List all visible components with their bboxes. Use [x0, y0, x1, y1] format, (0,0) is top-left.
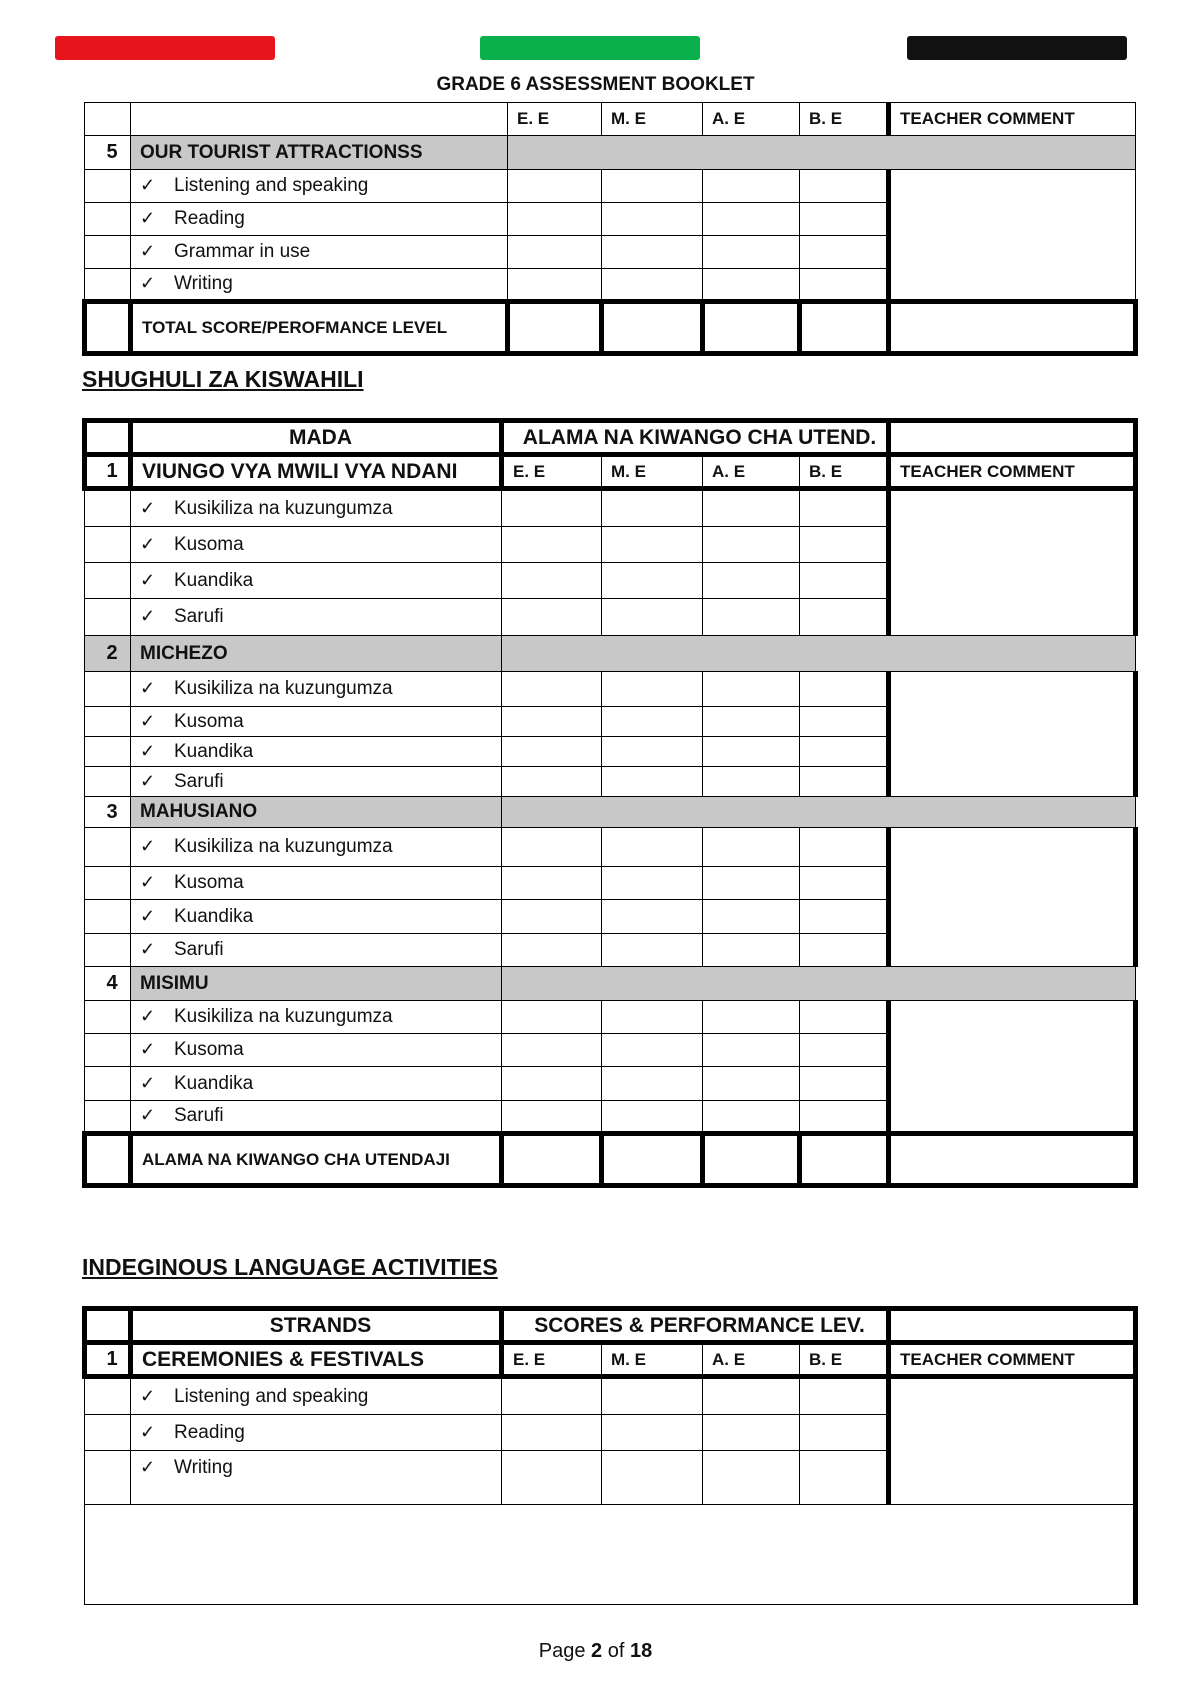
skill-label: ✓ Reading	[131, 1415, 502, 1451]
score-cell-ee[interactable]	[502, 1067, 602, 1101]
topic-number: 1	[85, 455, 131, 489]
score-cell-ee[interactable]	[508, 269, 602, 302]
skill-label: ✓ Kuandika	[131, 1067, 502, 1101]
score-cell-me[interactable]	[602, 236, 703, 269]
score-cell-ae[interactable]	[703, 563, 800, 599]
topic-number: 3	[85, 797, 131, 828]
score-cell-be[interactable]	[800, 236, 889, 269]
check-icon: ✓	[140, 1006, 156, 1026]
total-cell-ae[interactable]	[703, 302, 800, 354]
total-label: TOTAL SCORE/PEROFMANCE LEVEL	[131, 302, 508, 354]
topic-number: 1	[85, 1343, 131, 1377]
score-cell-me[interactable]	[602, 527, 703, 563]
score-cell-me[interactable]	[602, 563, 703, 599]
score-cell-ae[interactable]	[703, 828, 800, 867]
footer-current-page: 2	[591, 1640, 603, 1662]
check-icon: ✓	[140, 1072, 156, 1093]
score-cell-me[interactable]	[602, 489, 703, 527]
level-ae-header: A. E	[703, 103, 800, 136]
score-cell-be[interactable]	[800, 170, 889, 203]
total-comment-cell[interactable]	[889, 1134, 1136, 1186]
footer-of: of	[607, 1640, 625, 1662]
score-cell-ae[interactable]	[703, 599, 800, 636]
blank-cell	[85, 103, 131, 136]
score-cell-be[interactable]	[800, 563, 889, 599]
indigenous-heading: INDEGINOUS LANGUAGE ACTIVITIES	[82, 1254, 498, 1280]
score-cell-ae[interactable]	[703, 1067, 800, 1101]
blank-cell	[85, 1309, 131, 1343]
teacher-comment-header: TEACHER COMMENT	[889, 1343, 1136, 1377]
skill-label: ✓ Kuandika	[131, 737, 502, 767]
skill-label: ✓ Writing	[131, 269, 508, 302]
score-cell-ee[interactable]	[502, 828, 602, 867]
topic-number: 2	[85, 636, 131, 672]
check-icon: ✓	[140, 678, 156, 698]
score-cell-ae[interactable]	[703, 934, 800, 967]
score-cell-ee[interactable]	[502, 489, 602, 527]
skill-label: ✓ Kusoma	[131, 527, 502, 563]
footer-total-pages: 18	[629, 1640, 653, 1662]
score-cell-be[interactable]	[800, 867, 889, 900]
score-cell-ee[interactable]	[502, 527, 602, 563]
total-cell-be[interactable]	[800, 302, 889, 354]
score-cell-ee[interactable]	[502, 563, 602, 599]
score-cell-ee[interactable]	[502, 1377, 602, 1415]
score-cell-ae[interactable]	[703, 1377, 800, 1415]
check-icon: ✓	[140, 569, 156, 590]
score-cell-ee[interactable]	[508, 170, 602, 203]
skill-label: ✓ Kusikiliza na kuzungumza	[131, 1001, 502, 1034]
skill-label: ✓ Reading	[131, 203, 508, 236]
blank-cell	[85, 302, 131, 354]
score-cell-be[interactable]	[800, 1034, 889, 1067]
score-cell-be[interactable]	[800, 767, 889, 797]
col-header-scores: SCORES & PERFORMANCE LEV.	[502, 1309, 889, 1343]
score-cell-ae[interactable]	[703, 867, 800, 900]
total-comment-cell[interactable]	[889, 302, 1136, 354]
score-cell-ae[interactable]	[703, 900, 800, 934]
skill-label: ✓ Sarufi	[131, 934, 502, 967]
score-cell-ae[interactable]	[703, 672, 800, 707]
kiswahili-table	[82, 418, 1138, 1188]
skill-label: ✓ Listening and speaking	[131, 170, 508, 203]
score-cell-ae[interactable]	[703, 737, 800, 767]
flag-bar-black	[907, 36, 1127, 60]
check-icon: ✓	[140, 710, 156, 731]
teacher-comment-header: TEACHER COMMENT	[889, 103, 1136, 136]
level-ee-header: E. E	[502, 455, 602, 489]
score-cell-ae[interactable]	[703, 1101, 800, 1134]
score-cell-be[interactable]	[800, 707, 889, 737]
check-icon: ✓	[140, 1105, 156, 1125]
score-cell-be[interactable]	[800, 900, 889, 934]
flag-bar-green	[480, 36, 700, 60]
score-cell-ae[interactable]	[703, 269, 800, 302]
score-cell-me[interactable]	[602, 900, 703, 934]
score-cell-be[interactable]	[800, 1001, 889, 1034]
check-icon: ✓	[140, 606, 156, 626]
teacher-comment-box[interactable]	[889, 170, 1136, 302]
level-be-header: B. E	[800, 455, 889, 489]
topic-number: 4	[85, 967, 131, 1001]
topic-shade-band	[508, 136, 1136, 170]
score-cell-be[interactable]	[800, 1067, 889, 1101]
score-cell-be[interactable]	[800, 672, 889, 707]
score-cell-ae[interactable]	[703, 1415, 800, 1451]
teacher-comment-box[interactable]	[889, 672, 1136, 797]
score-cell-me[interactable]	[602, 737, 703, 767]
score-cell-be[interactable]	[800, 1101, 889, 1134]
score-cell-me[interactable]	[602, 867, 703, 900]
total-cell-be[interactable]	[800, 1134, 889, 1186]
footer-prefix: Page	[538, 1640, 586, 1662]
blank-cell	[889, 1309, 1136, 1343]
kiswahili-heading: SHUGHULI ZA KISWAHILI	[82, 366, 364, 392]
score-cell-be[interactable]	[800, 934, 889, 967]
score-cell-ae[interactable]	[703, 170, 800, 203]
check-icon: ✓	[140, 1457, 156, 1477]
col-header-strands: STRANDS	[131, 1309, 502, 1343]
score-cell-ee[interactable]	[502, 599, 602, 636]
score-cell-ee[interactable]	[502, 737, 602, 767]
score-cell-ae[interactable]	[703, 767, 800, 797]
level-be-header: B. E	[800, 103, 889, 136]
level-ee-header: E. E	[508, 103, 602, 136]
topic-title: MICHEZO	[131, 636, 502, 672]
score-cell-ae[interactable]	[703, 1034, 800, 1067]
col-header-topic: MADA	[131, 421, 502, 455]
score-cell-ae[interactable]	[703, 236, 800, 269]
skill-label: ✓ Kuandika	[131, 900, 502, 934]
level-me-header: M. E	[602, 1343, 703, 1377]
skill-label: ✓ Kusoma	[131, 867, 502, 900]
flag-bar-red	[55, 36, 275, 60]
teacher-comment-box[interactable]	[889, 489, 1136, 636]
score-cell-be[interactable]	[800, 527, 889, 563]
blank-cell	[889, 421, 1136, 455]
topic-shade-band	[502, 967, 1136, 1001]
score-cell-me[interactable]	[602, 203, 703, 236]
check-icon: ✓	[140, 208, 156, 228]
check-icon: ✓	[140, 770, 156, 791]
total-cell-me[interactable]	[602, 1134, 703, 1186]
blank-cell	[131, 103, 508, 136]
score-cell-me[interactable]	[602, 170, 703, 203]
score-cell-be[interactable]	[800, 1415, 889, 1451]
teacher-comment-box[interactable]	[889, 1377, 1136, 1505]
level-ee-header: E. E	[502, 1343, 602, 1377]
score-cell-me[interactable]	[602, 1377, 703, 1415]
score-cell-be[interactable]	[800, 203, 889, 236]
total-cell-ee[interactable]	[502, 1134, 602, 1186]
check-icon: ✓	[140, 905, 156, 926]
score-cell-be[interactable]	[800, 1377, 889, 1415]
blank-cell	[85, 421, 131, 455]
score-cell-ee[interactable]	[502, 900, 602, 934]
score-cell-me[interactable]	[602, 1451, 703, 1505]
check-icon: ✓	[140, 175, 156, 195]
score-cell-me[interactable]	[602, 672, 703, 707]
topic-title: OUR TOURIST ATTRACTIONSS	[131, 136, 508, 170]
level-me-header: M. E	[602, 103, 703, 136]
topic-shade-band	[502, 636, 1136, 672]
score-cell-ee[interactable]	[508, 236, 602, 269]
score-cell-me[interactable]	[602, 1001, 703, 1034]
check-icon: ✓	[140, 1421, 156, 1442]
score-cell-ae[interactable]	[703, 1001, 800, 1034]
score-cell-me[interactable]	[602, 1067, 703, 1101]
level-ae-header: A. E	[703, 1343, 800, 1377]
blank-cell	[85, 1134, 131, 1186]
skill-label: ✓ Sarufi	[131, 767, 502, 797]
topic-title: CEREMONIES & FESTIVALS	[131, 1343, 502, 1377]
score-cell-be[interactable]	[800, 1451, 889, 1505]
score-cell-ee[interactable]	[502, 1001, 602, 1034]
topic-title: MAHUSIANO	[131, 797, 502, 828]
skill-label: ✓ Kusoma	[131, 1034, 502, 1067]
col-header-scores: ALAMA NA KIWANGO CHA UTEND.	[502, 421, 889, 455]
score-cell-ee[interactable]	[502, 1101, 602, 1134]
page-title: GRADE 6 ASSESSMENT BOOKLET	[436, 74, 755, 95]
teacher-comment-header: TEACHER COMMENT	[889, 455, 1136, 489]
score-cell-me[interactable]	[602, 1415, 703, 1451]
score-cell-be[interactable]	[800, 737, 889, 767]
check-icon: ✓	[140, 1385, 156, 1406]
score-cell-ee[interactable]	[502, 1034, 602, 1067]
score-cell-me[interactable]	[602, 1101, 703, 1134]
score-cell-ee[interactable]	[502, 672, 602, 707]
score-cell-ae[interactable]	[703, 527, 800, 563]
score-cell-ee[interactable]	[502, 1451, 602, 1505]
teacher-comment-box[interactable]	[889, 828, 1136, 967]
score-cell-ee[interactable]	[502, 767, 602, 797]
score-cell-me[interactable]	[602, 1034, 703, 1067]
skill-label: ✓ Kusikiliza na kuzungumza	[131, 828, 502, 867]
score-cell-me[interactable]	[602, 269, 703, 302]
indigenous-table	[82, 1306, 1138, 1605]
check-icon: ✓	[140, 872, 156, 892]
total-cell-ae[interactable]	[703, 1134, 800, 1186]
score-cell-be[interactable]	[800, 599, 889, 636]
teacher-comment-box[interactable]	[889, 1001, 1136, 1134]
check-icon: ✓	[140, 740, 156, 761]
check-icon: ✓	[140, 836, 156, 856]
score-cell-be[interactable]	[800, 828, 889, 867]
total-cell-ee[interactable]	[508, 302, 602, 354]
score-cell-me[interactable]	[602, 707, 703, 737]
notes-box[interactable]	[85, 1505, 1136, 1605]
skill-label: ✓ Kusikiliza na kuzungumza	[131, 489, 502, 527]
skill-label: ✓ Sarufi	[131, 599, 502, 636]
topic-title: MISIMU	[131, 967, 502, 1001]
score-cell-me[interactable]	[602, 828, 703, 867]
topic-title: VIUNGO VYA MWILI VYA NDANI	[131, 455, 502, 489]
score-cell-ae[interactable]	[703, 707, 800, 737]
skill-label: ✓ Grammar in use	[131, 236, 508, 269]
score-cell-me[interactable]	[602, 934, 703, 967]
total-label: ALAMA NA KIWANGO CHA UTENDAJI	[131, 1134, 502, 1186]
score-cell-ee[interactable]	[508, 203, 602, 236]
check-icon: ✓	[140, 273, 156, 293]
score-cell-ae[interactable]	[703, 1451, 800, 1505]
english-table	[82, 102, 1138, 356]
skill-label: ✓ Kusoma	[131, 707, 502, 737]
score-cell-ae[interactable]	[703, 203, 800, 236]
level-be-header: B. E	[800, 1343, 889, 1377]
skill-label: ✓ Sarufi	[131, 1101, 502, 1134]
score-cell-ee[interactable]	[502, 934, 602, 967]
check-icon: ✓	[140, 241, 156, 261]
skill-label: ✓ Kuandika	[131, 563, 502, 599]
score-cell-me[interactable]	[602, 767, 703, 797]
check-icon: ✓	[140, 939, 156, 959]
score-cell-ee[interactable]	[502, 707, 602, 737]
page-footer	[0, 1640, 1191, 1663]
level-me-header: M. E	[602, 455, 703, 489]
skill-label: ✓ Listening and speaking	[131, 1377, 502, 1415]
check-icon: ✓	[140, 497, 156, 518]
skill-label: ✓ Writing	[131, 1451, 502, 1505]
score-cell-me[interactable]	[602, 599, 703, 636]
level-ae-header: A. E	[703, 455, 800, 489]
total-cell-me[interactable]	[602, 302, 703, 354]
skill-label: ✓ Kusikiliza na kuzungumza	[131, 672, 502, 707]
score-cell-be[interactable]	[800, 269, 889, 302]
topic-number: 5	[85, 136, 131, 170]
topic-shade-band	[502, 797, 1136, 828]
check-icon: ✓	[140, 1039, 156, 1059]
check-icon: ✓	[140, 533, 156, 554]
score-cell-ee[interactable]	[502, 1415, 602, 1451]
score-cell-ee[interactable]	[502, 867, 602, 900]
score-cell-be[interactable]	[800, 489, 889, 527]
score-cell-ae[interactable]	[703, 489, 800, 527]
